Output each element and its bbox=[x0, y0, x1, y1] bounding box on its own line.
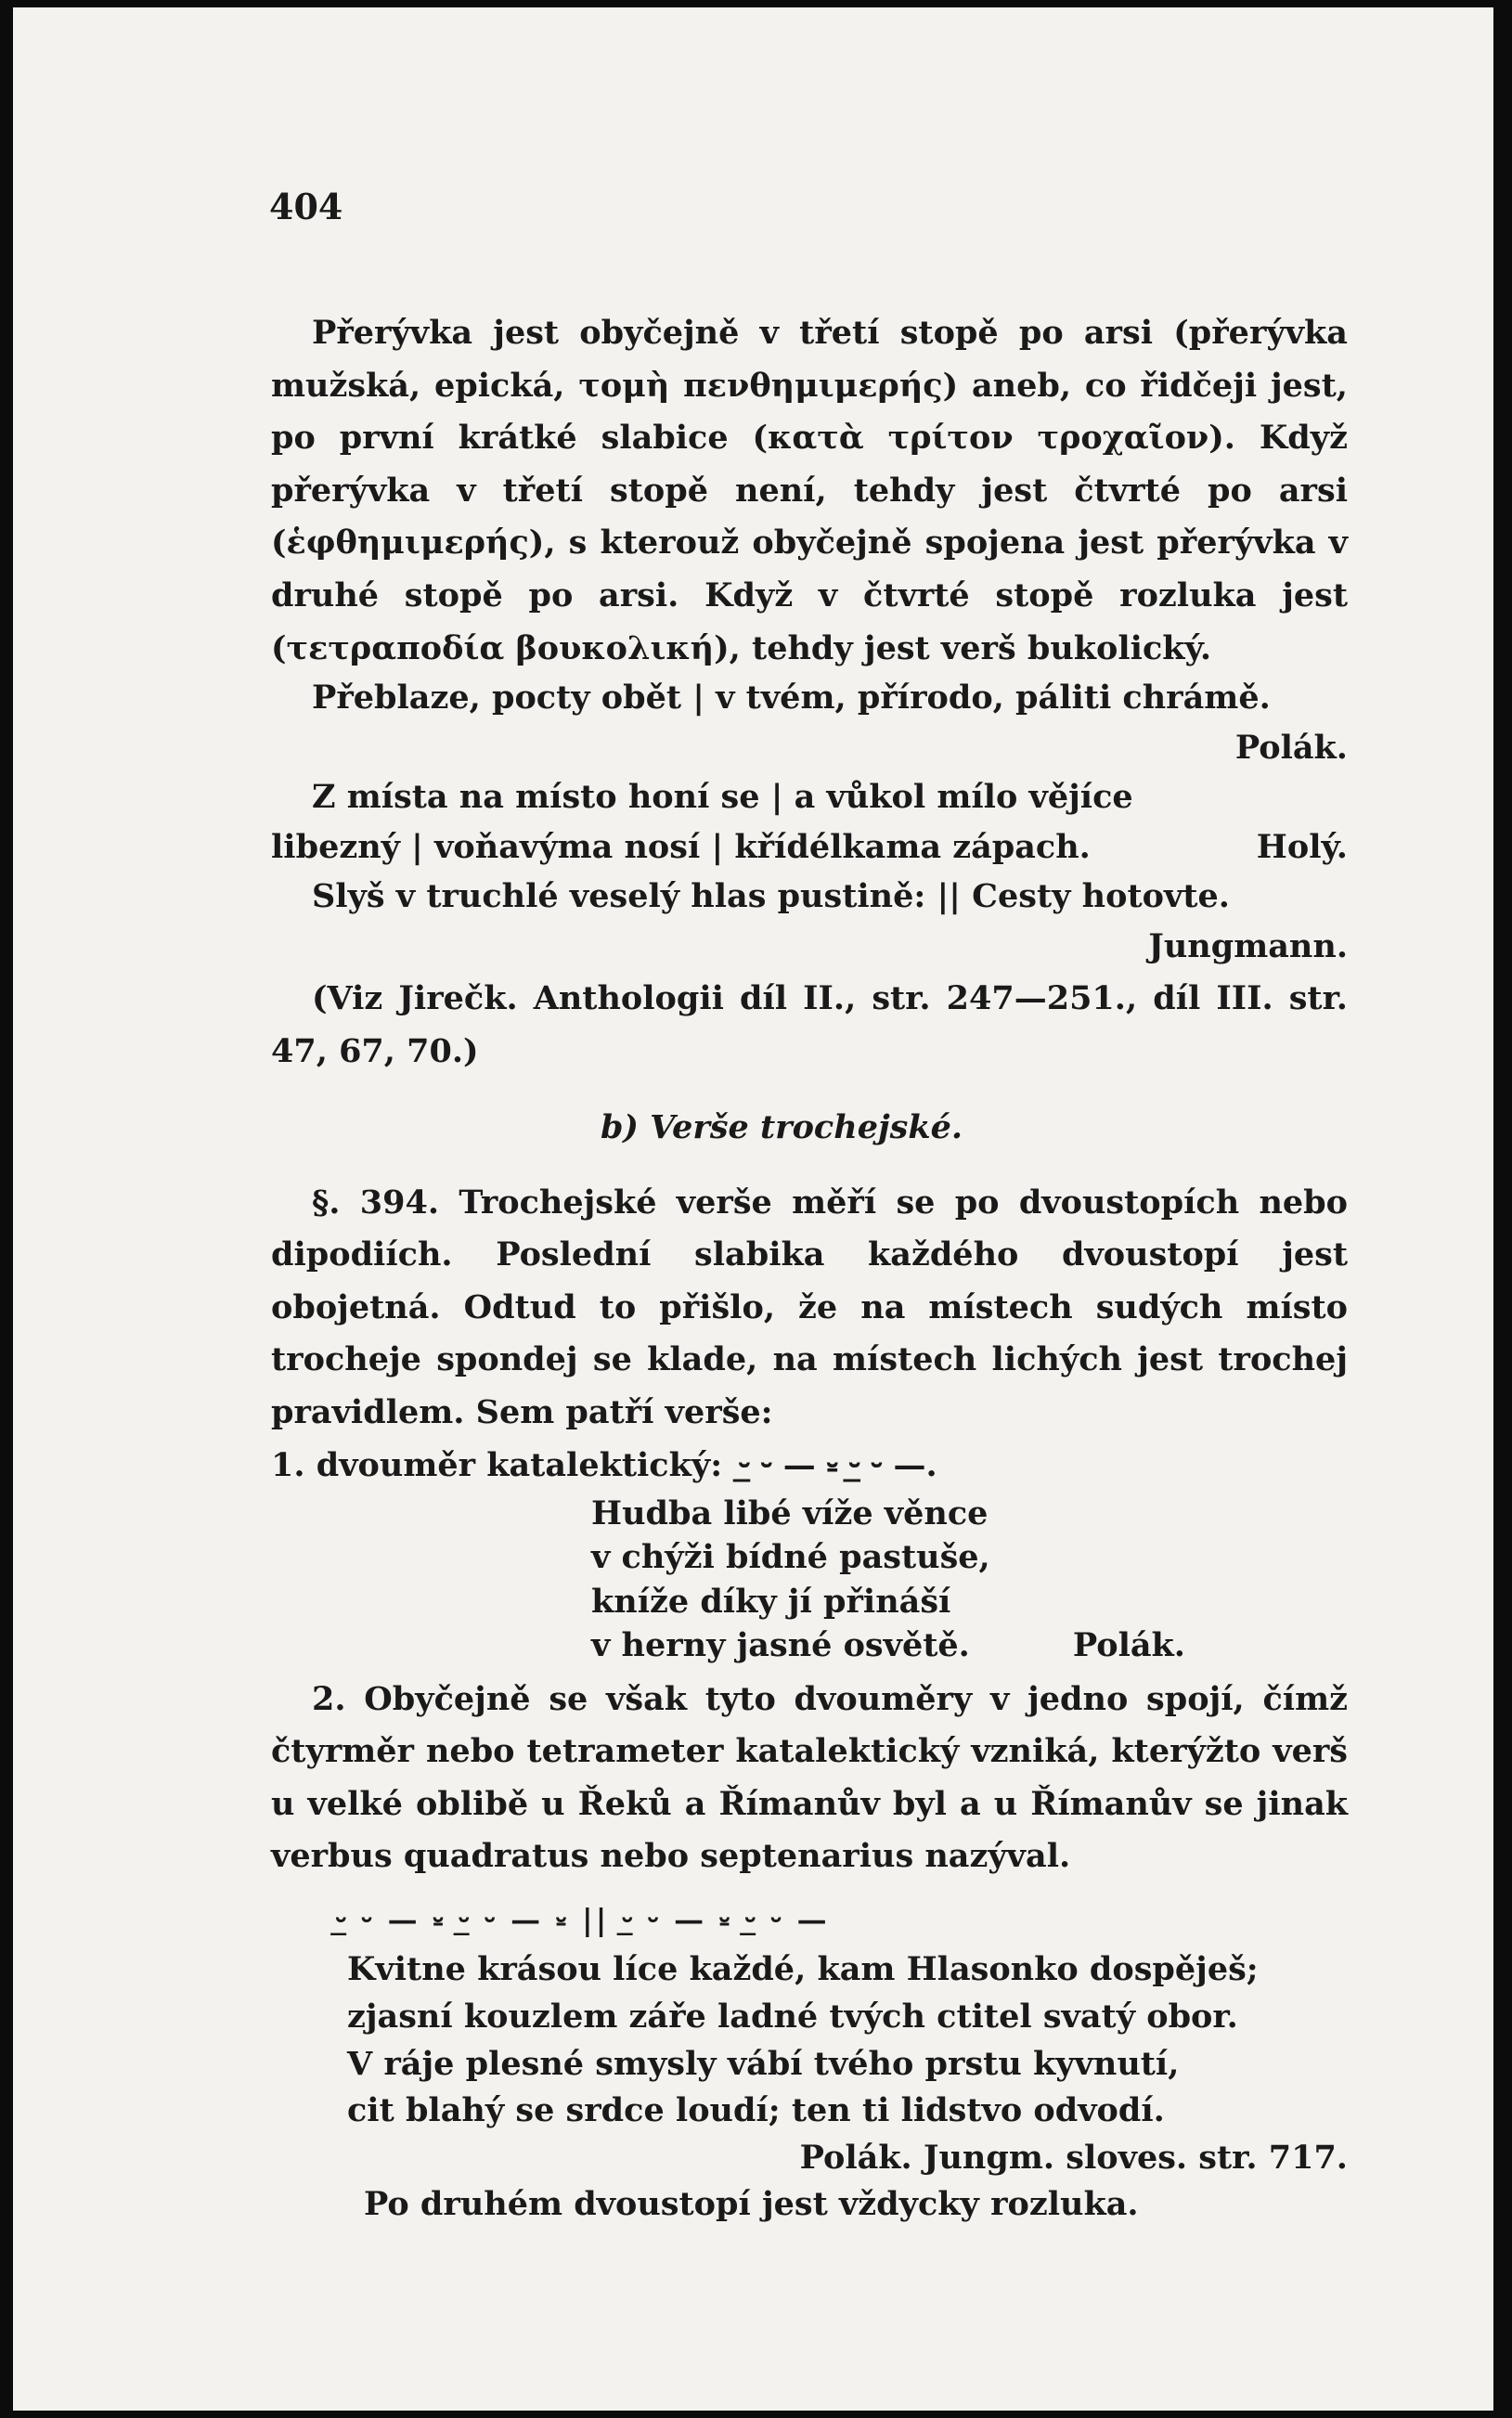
paragraph-tetrameter: 2. Obyčejně se však tyto dvouměry v jedno spojí, čímž čtyrměr nebo tetrameter katalektický vzniká, kterýžto verš u velké oblibě u Řeků a Římanův byl a u Římanův se jinak verbus quadratus nebo septenarius nazýval. bbox=[271, 1679, 1348, 1876]
scan-border-left bbox=[0, 0, 13, 2418]
scan-border-top bbox=[0, 0, 1512, 7]
poem-1-line: kníže díky jí přináší bbox=[591, 1582, 951, 1621]
poem-2-line: cit blahý se srdce loudí; ten ti lidstvo odvodí. bbox=[347, 2091, 1165, 2130]
tetrameter-meter-scheme: ⏑̲ ⏑ — ⏓ ⏑̲ ⏑ — ⏓ || ⏑̲ ⏑ — ⏓ ⏑̲ ⏑ — bbox=[336, 1901, 830, 1937]
item-1-row bbox=[271, 1440, 1348, 1492]
citation-holy: Holý. bbox=[1256, 827, 1348, 866]
item-1-meter-scheme: ⏑̲ ⏑ — ⏓ ⏑̲ ⏑ —. bbox=[739, 1445, 937, 1484]
poem-1-line: v herny jasné osvětě. bbox=[591, 1626, 970, 1665]
section-heading: b) Verše trochejské. bbox=[600, 1107, 963, 1146]
poem-1-line: Hudba libé víže věnce bbox=[591, 1493, 989, 1532]
reference-note: (Viz Jirečk. Anthologii díl II., str. 247—251., díl III. str. 47, 67, 70.) bbox=[271, 979, 1348, 1071]
verse-example-2-line-1: Z místa na místo honí se | a vůkol mílo vějíce bbox=[312, 778, 1133, 817]
scan-border-right bbox=[1493, 0, 1512, 2418]
poem-2 bbox=[347, 1946, 1348, 2135]
verse-example-2-line-2-row bbox=[271, 821, 1348, 874]
poem-2-line: V ráje plesné smysly vábí tvého prstu kyvnutí, bbox=[347, 2044, 1180, 2083]
verse-example-2-line-2: libezný | voňavýma nosí | křídélkama zápach. bbox=[271, 827, 1091, 866]
final-line: Po druhém dvoustopí jest vždycky rozluka. bbox=[364, 2185, 1139, 2224]
item-1-label: 1. dvouměr katalektický: bbox=[271, 1445, 723, 1484]
poem-1-citation: Polák. bbox=[1072, 1626, 1185, 1665]
poem-1-line: v chýži bídné pastuše, bbox=[591, 1538, 990, 1577]
paragraph-caesura: Přerývka jest obyčejně v třetí stopě po arsi (přerývka mužská, epická, τομὴ πενθημιμερής) aneb, co řidčeji jest, po první krátké slabice (κατὰ τρίτον τροχαῖον). Když přerývka v třetí stopě není, tehdy jest čtvrté po arsi (ἑφθημιμερής), s kterouž obyčejně spojena jest přerývka v druhé stopě po arsi. Když v čtvrté stopě rozluka jest (τετραποδία βουκολική), tehdy jest verš bukolický. bbox=[271, 314, 1348, 667]
poem-2-citation: Polák. Jungm. sloves. str. 717. bbox=[799, 2139, 1348, 2178]
page-number: 404 bbox=[269, 186, 343, 227]
poem-2-line: Kvitne krásou líce každé, kam Hlasonko dospěješ; bbox=[347, 1949, 1259, 1988]
page-content bbox=[271, 186, 1348, 2228]
citation-jungmann: Jungmann. bbox=[1148, 926, 1348, 965]
poem-2-line: zjasní kouzlem záře ladné tvých ctitel svatý obor. bbox=[347, 1997, 1238, 2036]
citation-polak-1: Polák. bbox=[1234, 728, 1348, 767]
scan-border-bottom bbox=[0, 2411, 1512, 2418]
poem-1 bbox=[591, 1492, 1348, 1668]
verse-example-3: Slyš v truchlé veselý hlas pustině: || Cesty hotovte. bbox=[312, 877, 1230, 916]
paragraph-trochaic: §. 394. Trochejské verše měří se po dvoustopích nebo dipodiích. Poslední slabika každého dvoustopí jest obojetná. Odtud to přišlo, že na místech sudých místo trocheje spondej se klade, na místech lichých jest trochej pravidlem. Sem patří verše: bbox=[271, 1183, 1348, 1431]
verse-example-1: Přeblaze, pocty obět | v tvém, přírodo, páliti chrámě. bbox=[312, 679, 1271, 718]
poem-1-last-row bbox=[591, 1623, 1185, 1668]
